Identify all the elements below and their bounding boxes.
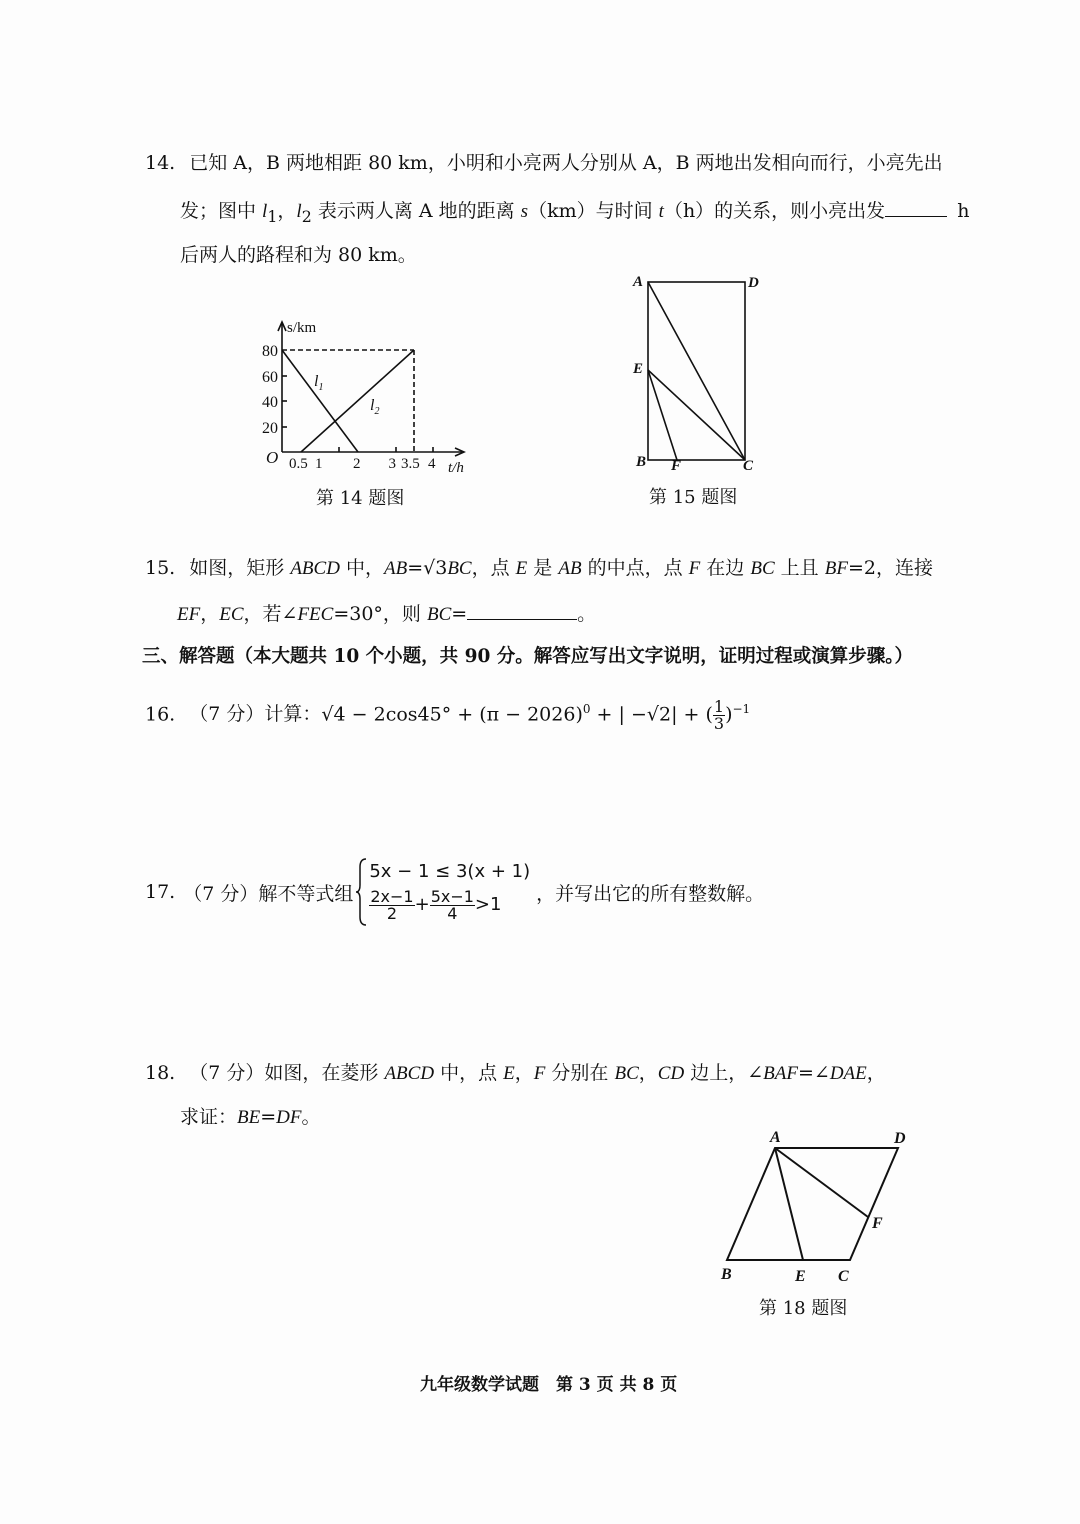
question-number: 18.: [145, 1062, 176, 1084]
q18-line1: [145, 1061, 886, 1086]
brace: [355, 857, 367, 927]
q16: [145, 697, 750, 732]
q15-line2: [177, 601, 596, 627]
answer-blank[interactable]: [885, 198, 947, 217]
y-tick: 80: [262, 343, 278, 360]
unit: h: [957, 200, 970, 222]
math: AB: [383, 558, 408, 579]
text: ，: [514, 1062, 534, 1084]
l1-label: $l_1$: [314, 373, 324, 393]
q14-text: 发；图中: [180, 200, 263, 222]
text: （7 分）如图，在菱形: [189, 1062, 385, 1084]
point-C: C: [743, 458, 754, 474]
y-tick: 60: [262, 369, 278, 386]
math: + | −√2| + (: [590, 703, 713, 726]
fig14-caption: 第 14 题图: [316, 488, 405, 509]
math: ABCD: [290, 558, 340, 579]
math: BC: [614, 1063, 639, 1084]
text: 。: [577, 603, 597, 625]
fraction: [713, 696, 725, 733]
point-D: D: [894, 1130, 906, 1147]
math: +: [414, 894, 430, 915]
text: =2，连接: [847, 557, 933, 579]
l2-label: $l_2$: [370, 397, 380, 417]
fraction: [430, 886, 475, 923]
text: 的中点，点: [581, 557, 689, 579]
point-B: B: [636, 454, 647, 470]
answer-blank[interactable]: [467, 601, 577, 620]
question-number: 17.: [145, 881, 176, 903]
inequality-2: [369, 885, 530, 925]
text: ，: [866, 1062, 886, 1084]
math: CD: [657, 1063, 685, 1084]
q14-text: 表示两人离 A 地的距离: [311, 200, 521, 222]
subscript: 1: [267, 206, 278, 226]
inequality-1: 5x − 1 ≤ 3(x + 1): [369, 861, 531, 882]
text: ，: [638, 1062, 658, 1084]
q14-text: （h）的关系，则小亮出发: [663, 200, 886, 222]
q14-text: 已知 A，B 两地相距 80 km，小明和小亮两人分别从 A，B 两地出发相向而行，小亮先出: [189, 152, 943, 174]
text: 求证：: [180, 1106, 238, 1128]
math: ABCD: [384, 1063, 435, 1084]
l2-symbol: l: [296, 201, 302, 222]
q15-line1: [145, 556, 933, 581]
text: ，点: [471, 557, 516, 579]
text: （7 分）计算：: [189, 703, 322, 726]
text: ，若∠: [243, 603, 298, 625]
fig18-caption: 第 18 题图: [759, 1298, 848, 1319]
point-A: A: [770, 1129, 781, 1146]
math: E: [503, 1063, 515, 1084]
math: E: [515, 558, 528, 579]
math: BAF: [763, 1063, 798, 1084]
text: 在边: [700, 557, 751, 579]
q18-line2: [180, 1105, 321, 1130]
l1-symbol: l: [262, 201, 268, 222]
l1-line: [282, 350, 358, 452]
text: 。: [301, 1106, 321, 1128]
text: =: [451, 603, 468, 625]
math: BC: [426, 604, 452, 625]
math: >1: [474, 894, 502, 915]
point-E: E: [633, 361, 644, 377]
section-3-heading: 三、解答题（本大题共 10 个小题，共 90 分。解答应写出文字说明，证明过程或演算步骤。）: [142, 646, 914, 667]
denominator: 3: [713, 713, 725, 733]
math: 0: [582, 702, 591, 716]
x-tick: 3: [388, 456, 396, 472]
math: FEC: [297, 604, 334, 625]
x-tick: 4: [428, 456, 436, 472]
question-number: 15.: [145, 557, 176, 579]
text: 中，: [339, 557, 384, 579]
text: =∠: [797, 1062, 830, 1084]
q17-tail: ，并写出它的所有整数解。: [536, 882, 765, 905]
text: 上且: [774, 557, 825, 579]
y-tick: 40: [262, 394, 278, 411]
q14-line1: [145, 151, 943, 175]
text: 中，点: [434, 1062, 504, 1084]
math: =: [260, 1106, 277, 1128]
comma: ，: [277, 200, 297, 222]
page-footer: 九年级数学试题 第 3 页 共 8 页: [420, 1375, 678, 1395]
l2-line: [301, 350, 414, 452]
denominator: 2: [386, 903, 398, 923]
x-tick: 0.5: [289, 456, 308, 472]
math: AB: [558, 558, 582, 579]
math: BE: [237, 1107, 261, 1128]
math: DF: [276, 1107, 302, 1128]
point-F: F: [671, 458, 682, 474]
math: ): [725, 703, 733, 726]
point-E: E: [795, 1268, 806, 1285]
numerator: 5x−1: [430, 886, 474, 906]
x-axis-label: t/h: [448, 460, 464, 476]
x-tick: 3.5: [401, 456, 420, 472]
origin-label: O: [266, 448, 279, 467]
question-number: 14.: [145, 152, 176, 174]
question-number: 16.: [145, 703, 176, 726]
x-tick: 2: [353, 456, 361, 472]
point-B: B: [721, 1266, 732, 1283]
inequality-system: [369, 859, 530, 925]
text: ，: [200, 603, 220, 625]
point-D: D: [748, 275, 759, 291]
y-tick: 20: [262, 420, 278, 437]
point-C: C: [838, 1268, 849, 1285]
math: −1: [732, 702, 751, 716]
denominator: 4: [447, 903, 458, 923]
numerator: 2x−1: [370, 886, 414, 906]
s-symbol: s: [520, 201, 529, 222]
math: BF: [824, 558, 848, 579]
fig15-caption: 第 15 题图: [649, 487, 738, 508]
point-A: A: [633, 274, 644, 290]
math: F: [688, 558, 701, 579]
t-symbol: t: [658, 201, 664, 222]
q14-text: （km）与时间: [528, 200, 659, 222]
text: （7 分）解不等式组: [183, 882, 354, 905]
math: F: [533, 1063, 546, 1084]
text: 分别在: [545, 1062, 615, 1084]
x-tick: 1: [315, 456, 323, 472]
text: =30°，则: [333, 603, 427, 625]
subscript: 2: [301, 206, 312, 226]
math: =√3: [407, 557, 448, 579]
y-axis-label: s/km: [287, 320, 317, 336]
q17: [145, 852, 764, 932]
text: 是: [527, 557, 559, 579]
numerator: 1: [713, 696, 725, 716]
text: 如图，矩形: [189, 557, 291, 579]
math: DAE: [829, 1063, 867, 1084]
math: √4 − 2cos45° + (π − 2026): [321, 703, 583, 726]
math: BC: [447, 558, 472, 579]
fraction: [369, 886, 414, 923]
math: EF: [177, 604, 201, 625]
math: BC: [750, 558, 775, 579]
q14-line3: 后两人的路程和为 80 km。: [180, 244, 417, 266]
point-F: F: [872, 1215, 883, 1232]
text: 边上，∠: [684, 1062, 764, 1084]
math: EC: [219, 604, 244, 625]
q14-line2: [180, 198, 969, 229]
